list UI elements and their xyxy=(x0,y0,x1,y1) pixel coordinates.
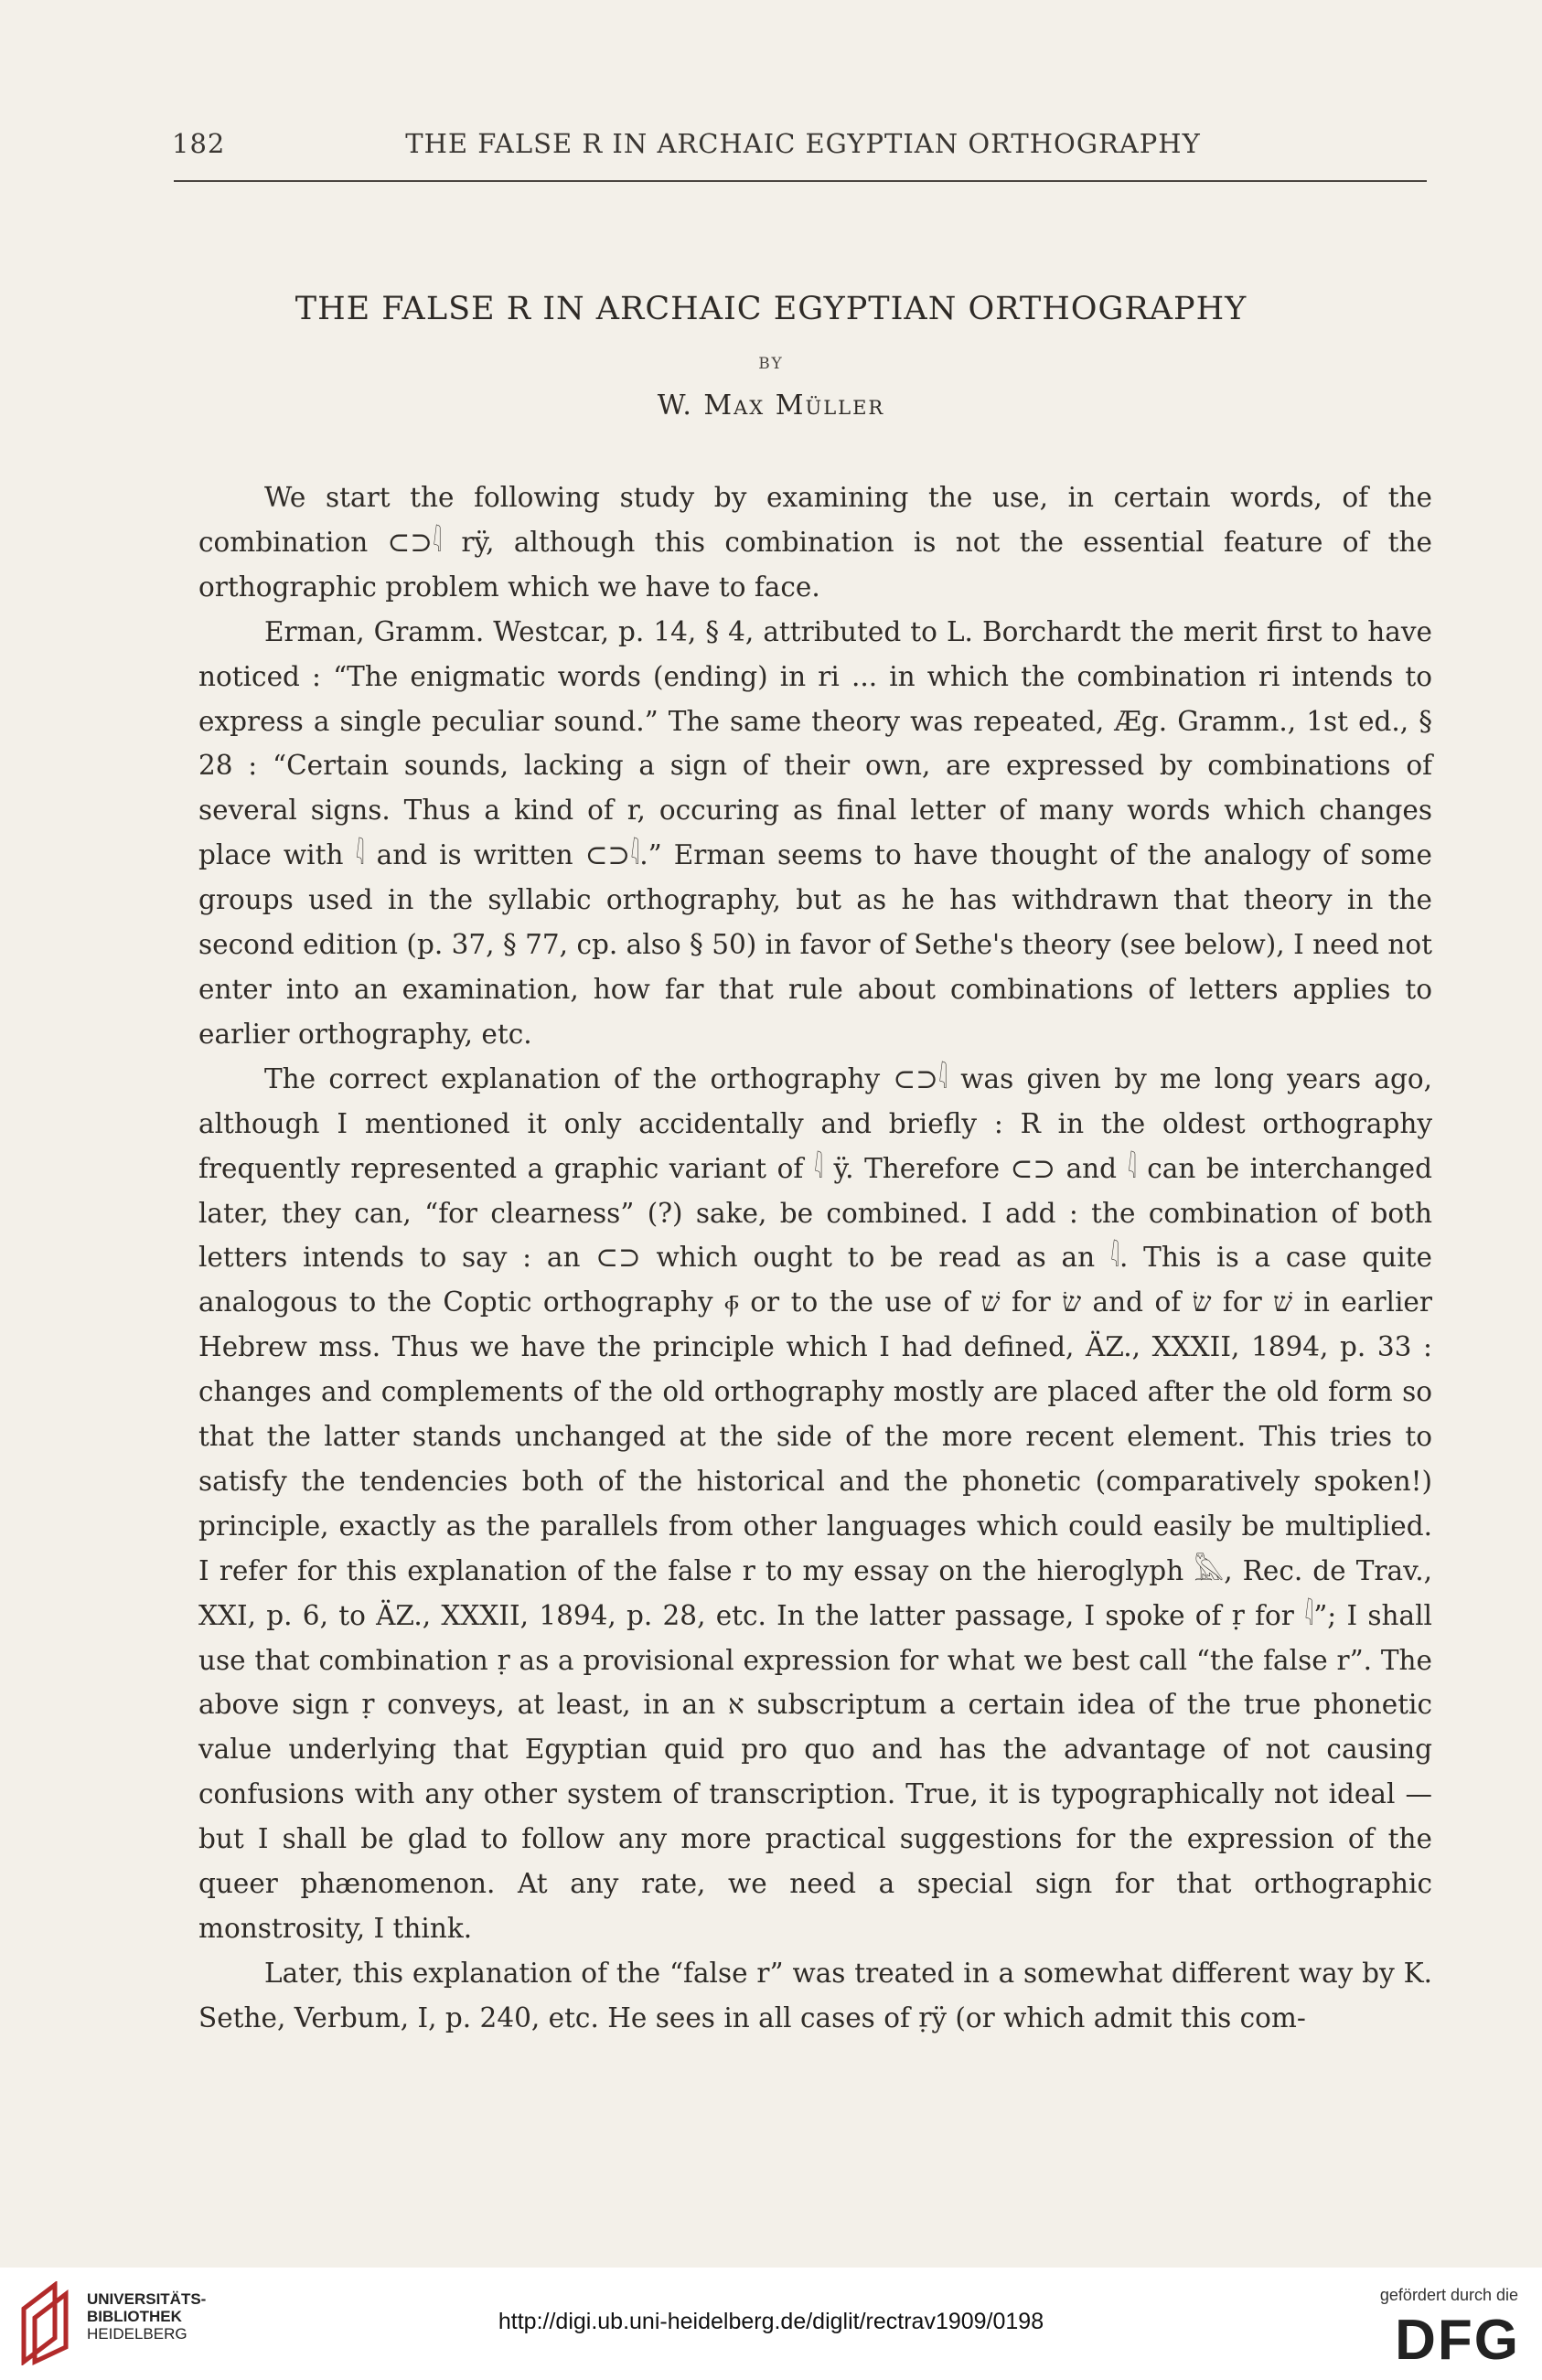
running-title: THE FALSE R IN ARCHAIC EGYPTIAN ORTHOGRAPHY xyxy=(405,128,1201,159)
footer-bar xyxy=(0,2268,1542,2380)
byline-label: BY xyxy=(758,355,784,373)
permalink-url[interactable]: http://digi.ub.uni-heidelberg.de/diglit/rectrav1909/0198 xyxy=(498,2309,1044,2334)
author-name: W. Max Müller xyxy=(657,390,885,422)
funding-label: gefördert durch die xyxy=(1379,2286,1518,2304)
running-header xyxy=(172,128,1434,165)
paragraph: Erman, Gramm. Westcar, p. 14, § 4, attributed to L. Borchardt the merit first to have noticed : “The enigmatic words (ending) in ri ... in which the combination ri intends to express a single peculiar sound.” The same theory was repeated, Æg. Gramm., 1st ed., § 28 : “Certain sounds, lacking a sign of their own, are expressed by combinations of several signs. Thus a kind of r, occuring as final letter of many words which changes place with 𓇋 and is written ⊂⊃𓇋.” Erman seems to have thought of the analogy of some groups used in the syllabic orthography, but as he has withdrawn that theory in the second edition (p. 37, § 77, cp. also § 50) in favor of Sethe's theory (see below), I need not enter into an examination, how far that rule about combinations of letters applies to earlier orthography, etc. xyxy=(198,615,1432,1050)
article-title: THE FALSE R IN ARCHAIC EGYPTIAN ORTHOGRAPHY xyxy=(294,291,1248,327)
library-line: BIBLIOTHEK xyxy=(87,2308,182,2325)
article-body xyxy=(198,475,1432,2041)
library-line: UNIVERSITÄTS- xyxy=(87,2290,207,2308)
paragraph: Later, this explanation of the “false r” was treated in a somewhat different way by K. Sethe, Verbum, I, p. 240, etc. He sees in all cases of ṛÿ (or which admit this com- xyxy=(198,1957,1432,2033)
dfg-logo: DFG xyxy=(1395,2309,1520,2372)
header-rule xyxy=(174,180,1427,182)
paragraph: The correct explanation of the orthography ⊂⊃𓇋 was given by me long years ago, although I mentioned it only accidentally and briefly : R in the oldest orthography frequently represented a graphic variant of 𓇋 ÿ. Therefore ⊂⊃ and 𓇋 can be interchanged later, they can, “for clearness” (?) sake, be combined. I add : the combination of both letters intends to say : an ⊂⊃ which ought to be read as an 𓇋. This is a case quite analogous to the Coptic orthography ⲫ̄ or to the use of שׁ for שׂ and of שׂ for שׁ in earlier Hebrew mss. Thus we have the principle which I had defined, ÄZ., XXXII, 1894, p. 33 : changes and complements of the old orthography mostly are placed after the old form so that the latter stands unchanged at the side of the more recent element. This tries to satisfy the tendencies both of the historical and the phonetic (comparatively spoken!) principle, exactly as the parallels from other languages which could easily be multiplied. I refer for this explanation of the false r to my essay on the hieroglyph 𓅓, Rec. de Trav., XXI, p. 6, to ÄZ., XXXII, 1894, p. 28, etc. In the latter passage, I spoke of ṛ for 𓇋”; I shall use that combination ṛ as a provisional expression for what we best call “the false r”. The above sign ṛ conveys, at least, in an א subscriptum a certain idea of the true phonetic value underlying that Egyptian quid pro quo and has the advantage of not causing confusions with any other system of transcription. True, it is typographically not ideal — but I shall be glad to follow any more practical suggestions for the expression of the queer phænomenon. At any rate, we need a special sign for that orthographic monstrosity, I think. xyxy=(198,1062,1432,1944)
paragraph: We start the following study by examining the use, in certain words, of the combination ⊂⊃𓇋 rÿ, although this combination is not the essential feature of the orthographic problem which we have to face. xyxy=(198,482,1432,603)
library-line: HEIDELBERG xyxy=(87,2325,187,2343)
page-number: 182 xyxy=(172,128,226,159)
